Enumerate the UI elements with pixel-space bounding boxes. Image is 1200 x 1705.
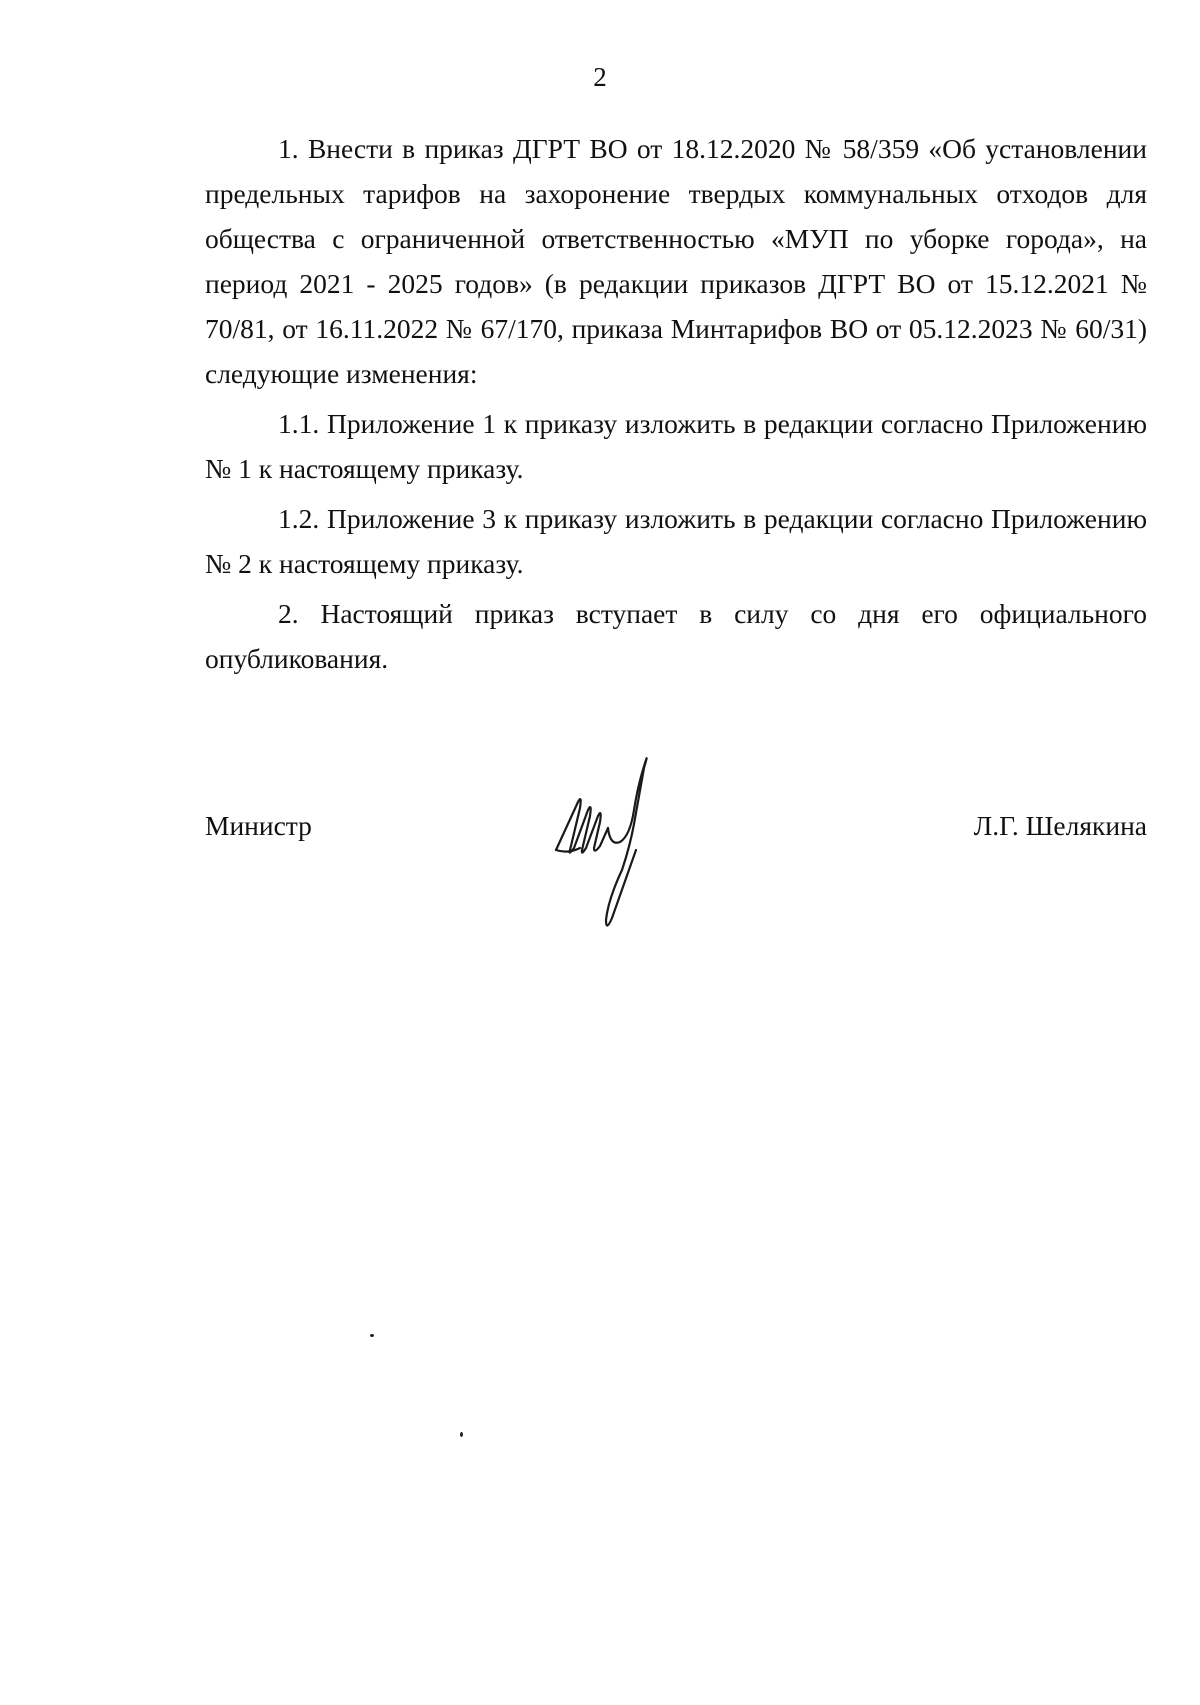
scan-speck (370, 1334, 374, 1337)
paragraph-amendment: 1. Внести в приказ ДГРТ ВО от 18.12.2020 № 58/359 «Об установлении предельных тарифов на захоронение твердых коммунальных отходов для общества с ограниченной ответственностью «МУП по уборке города», на период 2021 - 2025 годов» (в редакции приказов ДГРТ ВО от 15.12.2021 № 70/81, от 16.11.2022 № 67/170, приказа Минтарифов ВО от 05.12.2023 № 60/31) следующие изменения: (205, 133, 1147, 389)
page-number: 2 (593, 62, 607, 92)
signer-name: Л.Г. Шелякина (973, 810, 1147, 841)
paragraph-item-1-2: 1.2. Приложение 3 к приказу изложить в редакции согласно Приложению № 2 к настоящему приказу. (205, 503, 1147, 579)
handwritten-signature (548, 750, 698, 930)
signer-position: Министр (205, 810, 312, 841)
paragraph-item-1-1: 1.1. Приложение 1 к приказу изложить в редакции согласно Приложению № 1 к настоящему приказу. (205, 408, 1147, 484)
scan-speck (460, 1432, 463, 1437)
document-body (205, 126, 1147, 681)
paragraph-effective-date: 2. Настоящий приказ вступает в силу со дня его официального опубликования. (205, 598, 1147, 674)
